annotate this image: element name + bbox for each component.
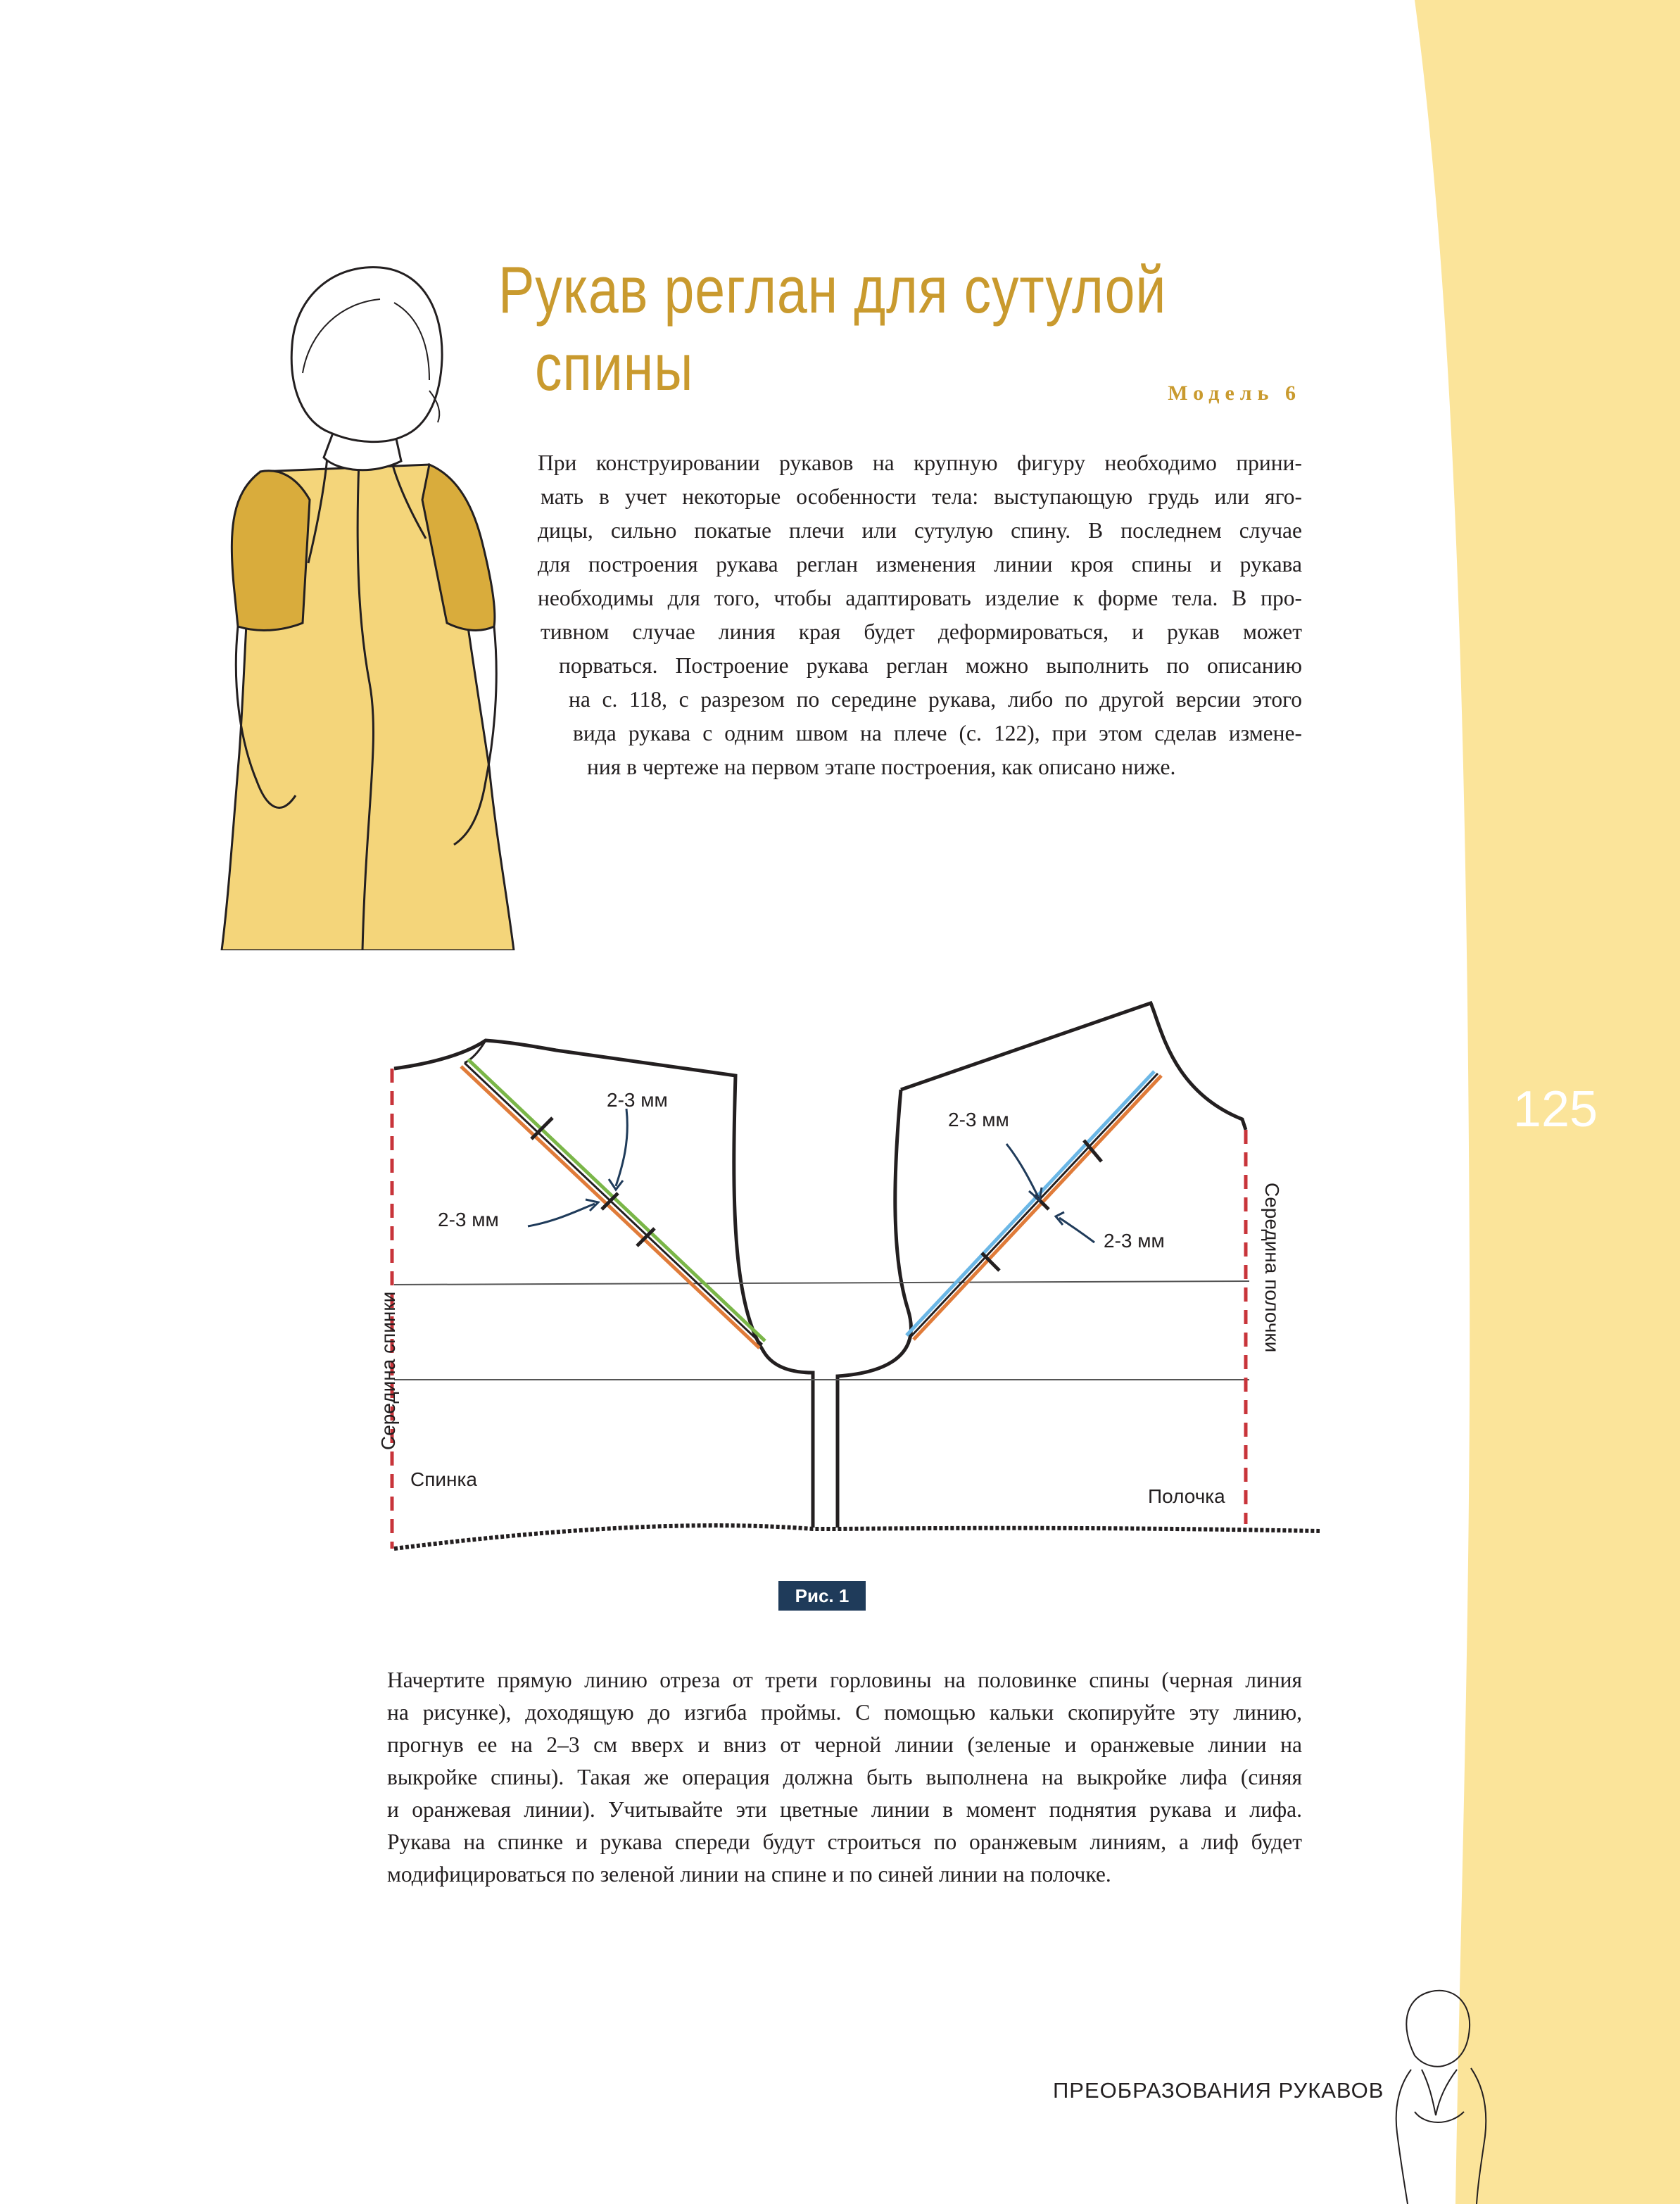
- intro-line: ния в чертеже на первом этапе построения, как описано ниже.: [587, 755, 1176, 779]
- label-back-center-vertical: Середина спинки: [377, 1291, 399, 1450]
- page-title-line-1: Рукав реглан для сутулой: [498, 253, 1167, 327]
- intro-line: При конструировании рукавов на крупную фигуру необходимо прини-: [538, 451, 1302, 475]
- body-line: модифицироваться по зеленой линии на спине и по синей линии на полочке.: [387, 1862, 1111, 1887]
- woman-front-sketch: [1372, 1985, 1499, 2204]
- section-footer: ПРЕОБРАЗОВАНИЯ РУКАВОВ: [1053, 2078, 1384, 2103]
- intro-line: дицы, сильно покатые плечи или сутулую спину. В последнем случае: [538, 518, 1302, 543]
- body-line: на рисунке), доходящую до изгиба проймы. С помощью кальки скопируйте эту линию,: [387, 1700, 1302, 1725]
- woman-back-illustration: [218, 260, 542, 950]
- body-line: и оранжевая линии). Учитывайте эти цветные линии в момент поднятия рукава и лифа.: [387, 1797, 1302, 1822]
- body-line: прогнув ее на 2–3 см вверх и вниз от черной линии (зеленые и оранжевые линии на: [387, 1732, 1302, 1757]
- measure-label-back-lower: 2-3 мм: [438, 1209, 499, 1230]
- intro-line: на с. 118, с разрезом по середине рукава, либо по другой версии этого: [569, 687, 1302, 712]
- label-front-center-vertical: Середина полочки: [1261, 1183, 1283, 1353]
- page-title-line-2: спины: [535, 330, 694, 404]
- measure-label-front-upper: 2-3 мм: [948, 1109, 1009, 1131]
- page-number: 125: [1512, 1081, 1598, 1138]
- label-front: Полочка: [1148, 1485, 1225, 1507]
- measure-label-front-lower: 2-3 мм: [1104, 1230, 1165, 1252]
- label-back: Спинка: [410, 1468, 477, 1490]
- intro-line: порваться. Построение рукава реглан можно выполнить по описанию: [559, 653, 1302, 678]
- figure-caption: Рис. 1: [778, 1581, 866, 1611]
- measure-label-back-upper: 2-3 мм: [607, 1089, 668, 1111]
- intro-line: тивном случае линия края будет деформироваться, и рукав может: [541, 619, 1302, 644]
- intro-line: для построения рукава реглан изменения линии кроя спины и рукава: [538, 552, 1302, 577]
- intro-line: мать в учет некоторые особенности тела: выступающую грудь или яго-: [541, 484, 1302, 509]
- model-label: Модель 6: [1168, 382, 1301, 405]
- body-line: Начертите прямую линию отреза от трети горловины на половинке спины (черная линия: [387, 1668, 1302, 1692]
- body-line: выкройке спины). Такая же операция должна быть выполнена на выкройке лифа (синяя: [387, 1765, 1302, 1789]
- intro-line: вида рукава с одним швом на плече (с. 122), при этом сделав измене-: [573, 721, 1302, 745]
- intro-line: необходимы для того, чтобы адаптировать изделие к форме тела. В про-: [538, 586, 1302, 610]
- body-line: Рукава на спинке и рукава спереди будут строиться по оранжевым линиям, а лиф будет: [387, 1830, 1302, 1854]
